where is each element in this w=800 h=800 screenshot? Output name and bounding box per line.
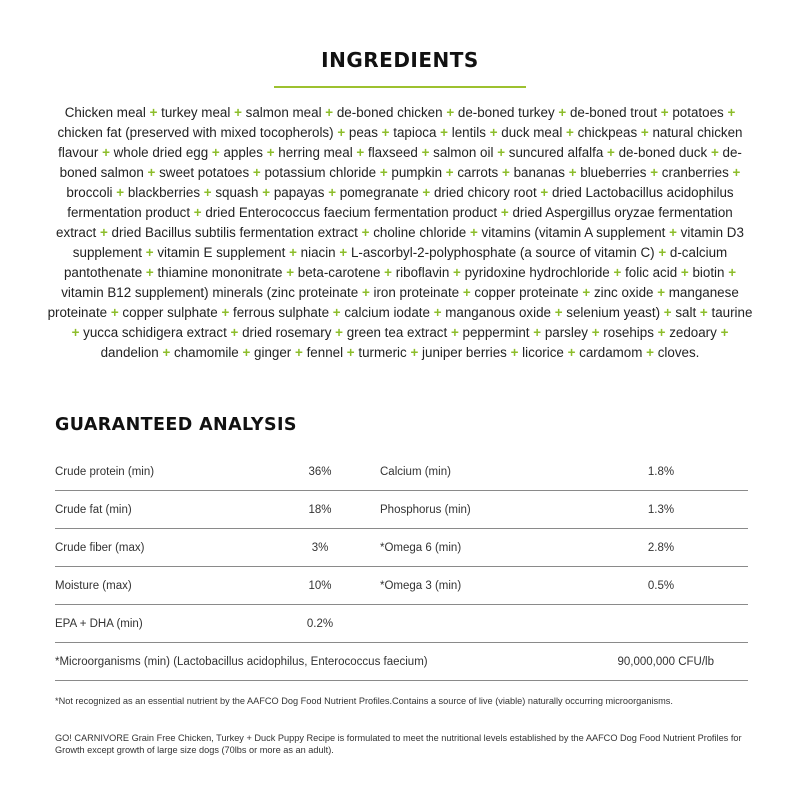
ingredient-item: cloves. bbox=[657, 345, 700, 360]
ingredient-item: bananas bbox=[513, 165, 565, 180]
ingredient-item: turkey meal bbox=[161, 105, 231, 120]
ingredient-item: de-boned duck bbox=[618, 145, 708, 160]
ingredient-item: ferrous sulphate bbox=[233, 305, 330, 320]
nutrient-label: EPA + DHA (min) bbox=[55, 618, 143, 630]
ingredient-item: d-calcium pantothenate bbox=[63, 245, 728, 280]
plus-separator: + bbox=[337, 125, 346, 140]
ingredient-item: salmon oil bbox=[433, 145, 494, 160]
ingredient-item: pomegranate bbox=[339, 185, 419, 200]
ingredient-item: salt bbox=[675, 305, 697, 320]
ingredient-item: parsley bbox=[544, 325, 588, 340]
plus-separator: + bbox=[502, 165, 510, 180]
nutrient-label: Moisture (max) bbox=[55, 580, 132, 592]
plus-separator: + bbox=[558, 105, 567, 120]
plus-separator: + bbox=[410, 345, 419, 360]
plus-separator: + bbox=[727, 105, 736, 120]
ingredient-item: zinc oxide bbox=[593, 285, 654, 300]
plus-separator: + bbox=[116, 185, 125, 200]
footnote-aafco: *Not recognized as an essential nutrient by the AAFCO Dog Food Nutrient Profiles.Contains a source of live (viable) naturally occurring microorganisms. bbox=[55, 696, 673, 706]
ingredient-item: dried rosemary bbox=[242, 325, 332, 340]
plus-separator: + bbox=[145, 245, 154, 260]
ingredient-item: choline chloride bbox=[373, 225, 467, 240]
plus-separator: + bbox=[339, 245, 348, 260]
plus-separator: + bbox=[203, 185, 212, 200]
plus-separator: + bbox=[720, 325, 729, 340]
ingredient-item: blackberries bbox=[127, 185, 201, 200]
plus-separator: + bbox=[332, 305, 341, 320]
plus-separator: + bbox=[99, 225, 108, 240]
plus-separator: + bbox=[361, 285, 370, 300]
nutrient-label: Calcium (min) bbox=[380, 466, 451, 478]
page-title: INGREDIENTS bbox=[321, 48, 479, 72]
plus-separator: + bbox=[286, 265, 295, 280]
plus-separator: + bbox=[497, 145, 506, 160]
ingredient-item: taurine bbox=[711, 305, 753, 320]
plus-separator: + bbox=[489, 125, 498, 140]
ingredient-item: de-boned chicken bbox=[336, 105, 443, 120]
ingredient-item: ginger bbox=[254, 345, 292, 360]
ingredient-item: copper proteinate bbox=[474, 285, 579, 300]
ingredient-item: peppermint bbox=[462, 325, 530, 340]
ingredient-item: cardamom bbox=[579, 345, 643, 360]
ingredient-item: turmeric bbox=[358, 345, 407, 360]
plus-separator: + bbox=[646, 345, 654, 360]
ingredient-item: juniper berries bbox=[422, 345, 507, 360]
plus-separator: + bbox=[607, 145, 615, 160]
plus-separator: + bbox=[361, 225, 370, 240]
ingredient-item: dandelion bbox=[100, 345, 159, 360]
plus-separator: + bbox=[421, 145, 430, 160]
plus-separator: + bbox=[149, 105, 158, 120]
ingredient-item: vitamin D3 supplement bbox=[72, 225, 744, 260]
plus-separator: + bbox=[262, 185, 271, 200]
plus-separator: + bbox=[510, 345, 519, 360]
plus-separator: + bbox=[384, 265, 392, 280]
ingredient-item: dried Bacillus subtilis fermentation extract bbox=[111, 225, 358, 240]
plus-separator: + bbox=[102, 145, 110, 160]
ingredient-item: pumpkin bbox=[391, 165, 443, 180]
ingredient-item: apples bbox=[223, 145, 263, 160]
plus-separator: + bbox=[234, 105, 242, 120]
table-row bbox=[55, 491, 748, 529]
plus-separator: + bbox=[325, 105, 334, 120]
ingredient-item: potassium chloride bbox=[264, 165, 377, 180]
plus-separator: + bbox=[450, 325, 459, 340]
nutrient-value: 90,000,000 CFU/lb bbox=[617, 656, 714, 668]
analysis-table bbox=[55, 453, 748, 681]
ingredient-item: Chicken meal bbox=[64, 105, 146, 120]
plus-separator: + bbox=[433, 305, 442, 320]
plus-separator: + bbox=[650, 165, 659, 180]
plus-separator: + bbox=[381, 125, 390, 140]
nutrient-label: *Microorganisms (min) (Lactobacillus acidophilus, Enterococcus faecium) bbox=[55, 656, 428, 668]
plus-separator: + bbox=[440, 125, 448, 140]
ingredient-item: licorice bbox=[522, 345, 564, 360]
plus-separator: + bbox=[295, 345, 303, 360]
ingredient-item: squash bbox=[215, 185, 259, 200]
ingredient-item: carrots bbox=[457, 165, 499, 180]
nutrient-value: 18% bbox=[308, 504, 332, 516]
plus-separator: + bbox=[469, 225, 478, 240]
plus-separator: + bbox=[462, 285, 471, 300]
nutrient-label: Crude fat (min) bbox=[55, 504, 132, 516]
ingredient-item: peas bbox=[348, 125, 378, 140]
plus-separator: + bbox=[422, 185, 431, 200]
ingredient-item: L-ascorbyl-2-polyphosphate (a source of vitamin C) bbox=[350, 245, 655, 260]
ingredient-item: de-boned trout bbox=[569, 105, 658, 120]
plus-separator: + bbox=[591, 325, 600, 340]
ingredient-item: broccoli bbox=[66, 185, 113, 200]
plus-separator: + bbox=[566, 125, 574, 140]
ingredient-item: calcium iodate bbox=[344, 305, 430, 320]
plus-separator: + bbox=[147, 165, 156, 180]
nutrient-value: 2.8% bbox=[647, 542, 675, 554]
plus-separator: + bbox=[328, 185, 337, 200]
plus-separator: + bbox=[266, 145, 275, 160]
ingredient-item: blueberries bbox=[580, 165, 647, 180]
nutrient-value: 3% bbox=[311, 542, 329, 554]
plus-separator: + bbox=[568, 165, 577, 180]
ingredient-item: whole dried egg bbox=[113, 145, 209, 160]
plus-separator: + bbox=[346, 345, 355, 360]
plus-separator: + bbox=[657, 285, 666, 300]
formulation-statement: GO! CARNIVORE Grain Free Chicken, Turkey + Duck Puppy Recipe is formulated to meet the nutritional levels established by the AAFCO Dog Food Nutrient Profiles for Growth except growth of large size dogs (70lbs or more as an adult). bbox=[55, 733, 742, 755]
ingredient-item: chicken fat (preserved with mixed tocopherols) bbox=[57, 125, 334, 140]
plus-separator: + bbox=[242, 345, 251, 360]
plus-separator: + bbox=[193, 205, 202, 220]
ingredient-item: dried Aspergillus oryzae fermentation extract bbox=[56, 205, 733, 240]
plus-separator: + bbox=[110, 305, 119, 320]
ingredient-item: iron proteinate bbox=[373, 285, 460, 300]
ingredient-item: tapioca bbox=[393, 125, 437, 140]
ingredient-item: dried Lactobacillus acidophilus fermentation product bbox=[67, 185, 734, 220]
plus-separator: + bbox=[335, 325, 343, 340]
ingredient-item: selenium yeast) bbox=[566, 305, 661, 320]
table-row-microorganisms bbox=[55, 643, 748, 681]
plus-separator: + bbox=[640, 125, 649, 140]
plus-separator: + bbox=[500, 205, 509, 220]
ingredient-item: sweet potatoes bbox=[159, 165, 250, 180]
ingredient-item: vitamins (vitamin A supplement bbox=[481, 225, 666, 240]
title-underline bbox=[274, 86, 526, 88]
plus-separator: + bbox=[379, 165, 388, 180]
plus-separator: + bbox=[699, 305, 708, 320]
ingredient-item: green tea extract bbox=[346, 325, 448, 340]
table-row bbox=[55, 567, 748, 605]
ingredient-item: lentils bbox=[451, 125, 486, 140]
ingredient-item: suncured alfalfa bbox=[508, 145, 604, 160]
plus-separator: + bbox=[663, 305, 672, 320]
plus-separator: + bbox=[554, 305, 563, 320]
plus-separator: + bbox=[567, 345, 576, 360]
ingredient-item: folic acid bbox=[625, 265, 678, 280]
ingredient-item: zedoary bbox=[669, 325, 717, 340]
plus-separator: + bbox=[221, 305, 230, 320]
ingredient-item: salmon meal bbox=[245, 105, 322, 120]
plus-separator: + bbox=[660, 105, 669, 120]
plus-separator: + bbox=[669, 225, 677, 240]
nutrient-value: 0.2% bbox=[306, 618, 334, 630]
plus-separator: + bbox=[453, 265, 461, 280]
ingredient-item: flaxseed bbox=[367, 145, 418, 160]
plus-separator: + bbox=[710, 145, 719, 160]
plus-separator: + bbox=[728, 265, 737, 280]
plus-separator: + bbox=[582, 285, 591, 300]
plus-separator: + bbox=[230, 325, 239, 340]
plus-separator: + bbox=[658, 245, 667, 260]
plus-separator: + bbox=[211, 145, 220, 160]
ingredient-item: niacin bbox=[300, 245, 336, 260]
nutrient-value: 1.8% bbox=[647, 466, 675, 478]
plus-separator: + bbox=[252, 165, 261, 180]
plus-separator: + bbox=[71, 325, 80, 340]
ingredient-item: duck meal bbox=[501, 125, 563, 140]
plus-separator: + bbox=[356, 145, 365, 160]
plus-separator: + bbox=[540, 185, 549, 200]
ingredient-item: de-boned turkey bbox=[457, 105, 555, 120]
ingredient-item: herring meal bbox=[278, 145, 353, 160]
plus-separator: + bbox=[533, 325, 542, 340]
plus-separator: + bbox=[145, 265, 154, 280]
ingredient-item: chamomile bbox=[174, 345, 239, 360]
table-row bbox=[55, 529, 748, 567]
plus-separator: + bbox=[162, 345, 171, 360]
nutrient-label: *Omega 6 (min) bbox=[380, 542, 462, 554]
ingredient-item: manganous oxide bbox=[445, 305, 551, 320]
ingredient-item: riboflavin bbox=[395, 265, 450, 280]
ingredient-item: papayas bbox=[273, 185, 325, 200]
table-row bbox=[55, 605, 748, 643]
ingredient-item: dried Enterococcus faecium fermentation product bbox=[205, 205, 498, 220]
ingredient-item: fennel bbox=[306, 345, 344, 360]
ingredient-item: biotin bbox=[692, 265, 725, 280]
ingredient-item: vitamin B12 supplement) minerals (zinc proteinate bbox=[61, 285, 359, 300]
plus-separator: + bbox=[446, 105, 455, 120]
nutrient-value: 1.3% bbox=[647, 504, 675, 516]
plus-separator: + bbox=[657, 325, 666, 340]
ingredient-item: copper sulphate bbox=[122, 305, 218, 320]
ingredient-item: potatoes bbox=[672, 105, 724, 120]
nutrient-label: Crude protein (min) bbox=[55, 466, 155, 478]
ingredient-item: natural chicken flavour bbox=[58, 125, 743, 160]
plus-separator: + bbox=[445, 165, 454, 180]
ingredient-item: yucca schidigera extract bbox=[83, 325, 227, 340]
nutrient-value: 10% bbox=[308, 580, 332, 592]
ingredient-item: manganese proteinate bbox=[47, 285, 739, 320]
ingredient-item: chickpeas bbox=[577, 125, 638, 140]
ingredient-item: vitamin E supplement bbox=[157, 245, 286, 260]
plus-separator: + bbox=[732, 165, 741, 180]
plus-separator: + bbox=[289, 245, 297, 260]
ingredient-item: thiamine mononitrate bbox=[157, 265, 283, 280]
ingredient-item: dried chicory root bbox=[433, 185, 537, 200]
ingredient-item: pyridoxine hydrochloride bbox=[464, 265, 610, 280]
ingredient-item: beta-carotene bbox=[297, 265, 381, 280]
ingredient-item: cranberries bbox=[661, 165, 729, 180]
nutrient-value: 0.5% bbox=[647, 580, 675, 592]
analysis-title: GUARANTEED ANALYSIS bbox=[55, 415, 297, 435]
plus-separator: + bbox=[680, 265, 689, 280]
plus-separator: + bbox=[613, 265, 622, 280]
ingredient-item: rosehips bbox=[603, 325, 654, 340]
ingredients-list bbox=[46, 103, 754, 363]
nutrient-label: Phosphorus (min) bbox=[380, 504, 471, 516]
table-row bbox=[55, 453, 748, 491]
nutrient-label: Crude fiber (max) bbox=[55, 542, 145, 554]
ingredient-item: de-boned salmon bbox=[59, 145, 742, 180]
nutrient-value: 36% bbox=[308, 466, 332, 478]
nutrient-label: *Omega 3 (min) bbox=[380, 580, 462, 592]
